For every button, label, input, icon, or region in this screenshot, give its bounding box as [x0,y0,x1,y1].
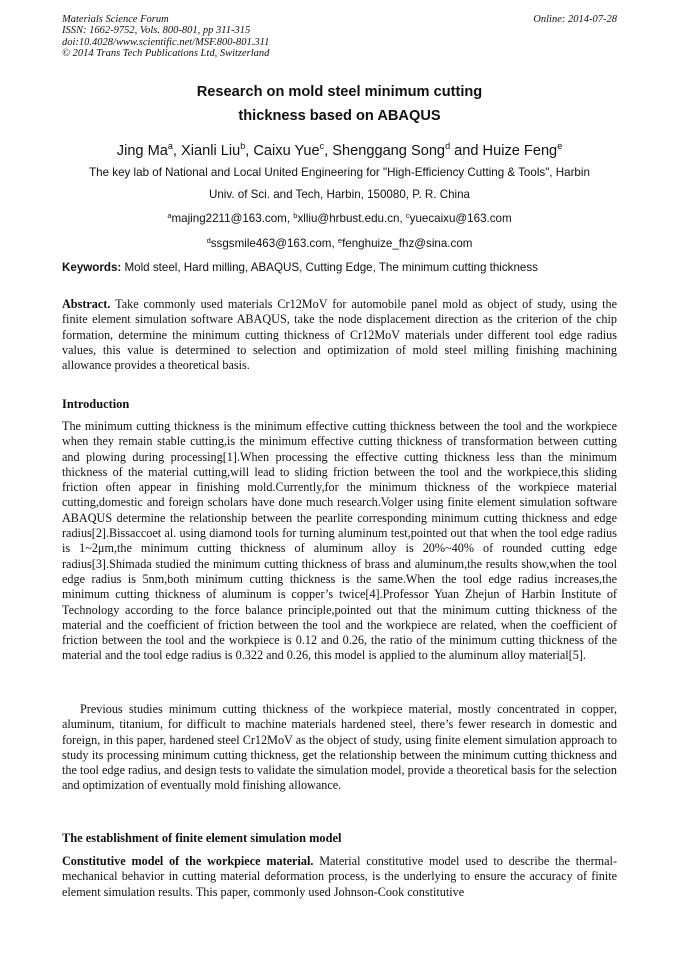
affiliation-block [62,162,617,254]
email-separator: , [331,236,338,250]
affiliation-line-2: Univ. of Sci. and Tech, Harbin, 150080, P. R. China [208,187,470,201]
author-affil-mark: d [445,141,451,151]
constitutive-model-paragraph [62,854,617,900]
email-address[interactable]: majing2211@163.com [171,212,287,225]
email-separator: , [286,212,294,225]
abstract-label: Abstract. [62,297,111,311]
author [181,143,253,159]
introduction-paragraph-1: The minimum cutting thickness is the minimum effective cutting thickness between the tool and the workpiece when they remain stable cutting,is the minimum effective cutting thickness of transformation between cutting and plowing during processing[1].When processing the effective cutting thickness less than the minimum thickness of the material cutting,will lead to sliding friction between the tool and the workpiece,this sliding friction often appear in finishing mold.Currently,for the minimum thickness of the workpiece material cutting,domestic and foreign scholars have done much research.Volger using finite element simulation software ABAQUS determine the relationship between the pearlite corresponding minimum cutting thickness and edge radius[2].Bissaccoet al. using diamond tools for turning aluminum test,pointed out that when the tool edge radius is 1~2μm,the minimum cutting thickness of aluminum alloy is 20%~40% of rounded cutting edge radius[3].Shimada studied the minimum cutting thickness of brass and aluminum,the results show,when the tool edge radius is 5nm,both minimum cutting thickness is the same.When the tool edge radius increases,the minimum cutting thickness of aluminum is copper’s twice[4].Professor Yuan Zhejun of Harbin Institute of Technology according to the force balance principle,pointed out that the minimum cutting thickness of the material and the coefficient of friction between the tool and the workpiece are related, when the coefficient of friction between the tool and the workpiece is 0.12 and 0.26, the ratio of the minimum cutting thickness of the material and the tool edge radius is 0.322 and 0.26, this model is applied to the aluminum alloy material[5]. [62,419,617,663]
email-mark: e [337,235,343,245]
author-name: Huize Feng [482,143,558,159]
email-line-2 [62,230,617,255]
constitutive-model-text: Material constitutive model used to describe the thermal-mechanical behavior in cutting material deformation process, is the underlying to ensure the accuracy of finite element simulation results. This paper, commonly used Johnson-Cook constitutive [62,854,617,899]
email-mark: d [206,235,211,245]
email-entry [338,237,473,250]
email-entry [293,212,406,225]
author-affil-mark: a [167,141,173,151]
journal-name: Materials Science Forum [62,14,169,25]
author [117,143,181,159]
email-mark: a [167,211,172,220]
email-separator: , [399,212,406,225]
journal-header [62,14,617,60]
constitutive-model-subheading: Constitutive model of the workpiece material. [62,854,314,868]
author-name: Jing Ma [116,143,168,159]
keywords-label: Keywords: [62,261,122,274]
author-separator: , [245,143,254,159]
introduction-paragraph-2: Previous studies minimum cutting thickness of the workpiece material, mostly concentrated in copper, aluminum, titanium, for difficult to machine materials hardened steel, there’s fewer research in domestic and foreign, in this paper, hardened steel Cr12MoV as the object of study, using finite element simulation approach to study its processing minimum cutting thickness, get the relationship between the minimum cutting thickness and the tool edge radius, and design tests to validate the simulation model, provide a theoretical basis for the selection and optimization of eventually mold finishing allowance. [62,702,617,793]
introduction-heading: Introduction [62,397,130,411]
author-affil-mark: b [240,141,246,151]
email-address[interactable]: ssgsmile463@163.com [210,236,332,250]
author [483,143,563,159]
author-separator: and [450,143,483,159]
title-line-2: thickness based on ABAQUS [238,108,441,124]
author-affil-mark: e [557,141,563,151]
author-name: Caixu Yue [253,143,320,159]
author-affil-mark: c [319,141,325,151]
email-entry [207,237,338,250]
email-entry [406,212,512,225]
establishment-heading: The establishment of finite element simulation model [62,831,342,845]
email-address[interactable]: yuecaixu@163.com [409,212,512,225]
email-line-1 [62,205,617,230]
email-entry [167,212,293,225]
email-address[interactable]: fenghuize_fhz@sina.com [342,236,473,250]
paper-title [62,80,617,128]
email-mark: b [293,211,298,220]
abstract-paragraph [62,297,617,373]
author-separator: , [172,143,182,159]
author-list [62,136,617,161]
email-address[interactable]: xlliu@hrbust.edu.cn [297,212,400,225]
keywords-text: Mold steel, Hard milling, ABAQUS, Cutting Edge, The minimum cutting thickness [121,261,538,274]
email-mark: c [405,211,410,220]
author [253,143,332,159]
abstract-text: Take commonly used materials Cr12MoV for automobile panel mold as object of study, using the finite element simulation software ABAQUS, take the node displacement direction as the criterion of the chip formation, determine the minimum cutting thickness of Cr12MoV materials under different tool edge radius values, this value is determined to selection and optimization of mold steel milling finishing machining allowance provides a theoretical basis. [62,297,617,373]
author-separator: , [324,143,333,159]
keywords-line [62,260,617,276]
journal-issn: ISSN: 1662-9752, Vols. 800-801, pp 311-315 [62,25,251,37]
author [332,143,482,159]
title-line-1: Research on mold steel minimum cutting [196,84,483,100]
author-name: Xianli Liu [181,143,241,159]
author-name: Shenggang Song [332,143,446,159]
journal-copyright: © 2014 Trans Tech Publications Ltd, Switzerland [62,48,270,60]
affiliation-line-1: The key lab of National and Local United Engineering for "High-Efficiency Cutting & Tools", Harbin [89,166,590,179]
journal-doi: doi:10.4028/www.scientific.net/MSF.800-801.311 [62,36,270,48]
online-date: Online: 2014-07-28 [533,14,617,25]
